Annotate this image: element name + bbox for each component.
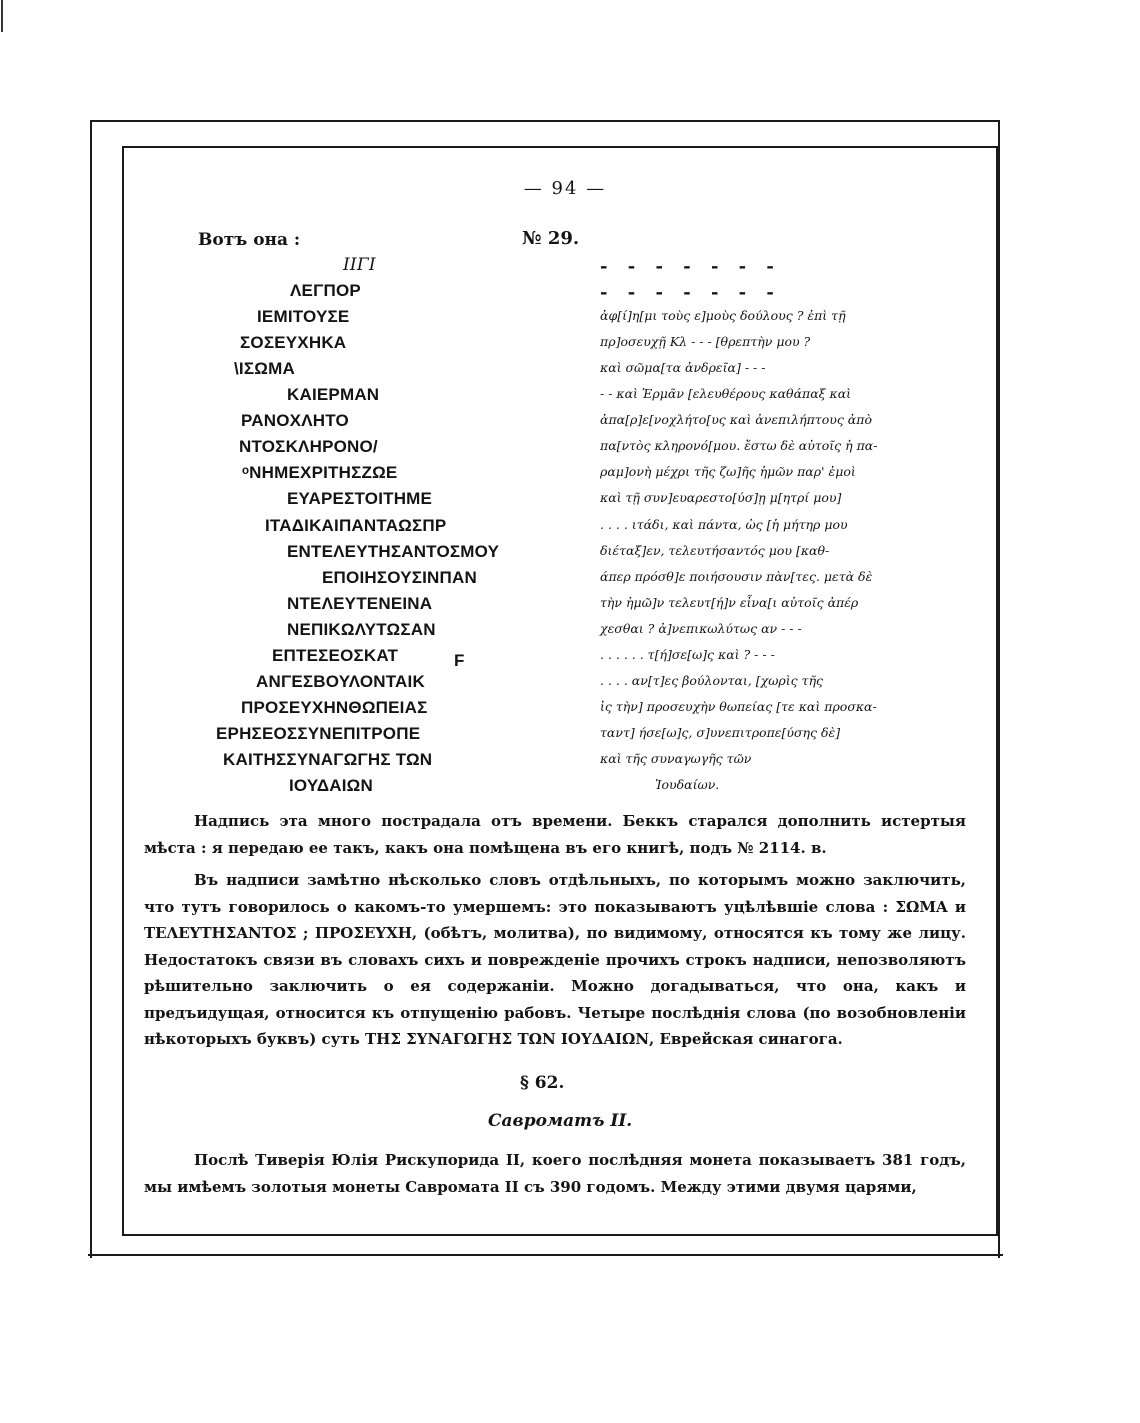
reading-line: - - - - - - - <box>600 256 781 277</box>
inscription-line: ΙΟΥΔΑΙΩΝ <box>289 776 373 795</box>
reading-line: καὶ τῇ συν]ευαρεστο[ύσ]ῃ μ[ητρί μου] <box>600 490 842 506</box>
inscription-number: № 29. <box>522 228 580 249</box>
inscription-line: ΝΤΟΣΚΛΗΡΟΝΟ/ <box>239 437 378 457</box>
inscription-line: ΚΑΙΕΡΜΑΝ <box>287 385 380 405</box>
reading-line: ταντ] ήσε[ω]ς, σ]υνεπιτροπε[ύσης δὲ] <box>600 724 841 740</box>
reading-line: ἰς τὴν] προσευχὴν θωπείας [τε καὶ προσκα- <box>600 698 877 714</box>
reading-line: πρ]οσευχῇ Κλ - - - [θρεπτὴν μου ? <box>600 334 811 350</box>
paragraph-2: Въ надписи замѣтно нѣсколько словъ отдѣльныхъ, по которымъ можно заключить, что тутъ говорилось о какомъ-то умершемъ: это показываютъ уцѣлѣвшіе слова : ΣΩΜΑ и ΤΕΛΕΥΤΗΣΑΝΤΟΣ ; ΠΡΟΣΕΥΧΗ, (обѣтъ, молитва), по видимому, относятся къ тому же лицу. Недостатокъ связи въ словахъ сихъ и поврежденіе прочихъ строкъ надписи, непозволяютъ рѣшительно заключить о ея содержаніи. Можно догадываться, что она, какъ и предъидущая, относится къ отпущенію рабовъ. Четыре послѣднія слова (по возобновленіи нѣкоторыхъ буквъ) суть ΤΗΣ ΣΥΝΑΓΩΓΗΣ ΤΩΝ ΙΟΥΔΑΙΩΝ, Еврейская синагога. <box>144 871 966 1048</box>
inscription-line: ΚΑΙΤΗΣΣΥΝΑΓΩΓΗΣ ΤΩΝ <box>223 749 433 769</box>
inscription-line: ΙΙΓΙ <box>343 255 376 275</box>
inscription-line: ΕΡΗΣΕΟΣΣΥΝΕΠΙΤΡΟΠΕ <box>216 723 421 743</box>
reading-line: ἀφ[ί]η[μι τοὺς ε]μοὺς δούλους ? ἐπὶ τῇ <box>600 308 846 324</box>
section-number: § 62. <box>520 1073 565 1093</box>
reading-line: . . . . . . τ[ή]σε[ω]ς καὶ ? - - - <box>600 646 775 662</box>
inscription-line: ΕΝΤΕΛΕΥΤΗΣΑΝΤΟΣΜΟΥ <box>287 541 500 561</box>
section-title: Савроматъ II. <box>488 1111 633 1131</box>
inscription-line: ΝΕΠΙΚΩΛΥΤΩΣΑΝ <box>287 619 436 639</box>
reading-line: Ἰουδαίων. <box>655 777 720 792</box>
reading-line: ἀπα[ρ]ε[νοχλήτο[υς καὶ ἀνεπιλήπτους ἀπὸ <box>600 412 872 428</box>
inscription-line: ΠΡΟΣΕΥΧΗΝΘΩΠΕΙΑΣ <box>241 697 428 717</box>
paragraph-1: Надпись эта много пострадала отъ времени. Беккъ старался дополнить истертыя мѣста : я передаю ее такъ, какъ она помѣщена въ его книгѣ, подъ № 2114. в. <box>144 812 966 857</box>
inscription-line: ΑΝΓΕΣΒΟΥΛΟΝΤΑΙΚ <box>256 671 425 691</box>
reading-line: καὶ σῶμα[τα ἀνδρεῖα] - - - <box>600 360 766 376</box>
reading-line: ραμ]ονὴ μέχρι τῆς ζω]ῆς ἡμῶν παρ' ἐμοὶ <box>600 464 856 480</box>
reading-line: χεσθαι ? ἀ]νεπικωλύτως αν - - - <box>600 620 802 636</box>
inscription-line: ΙΕΜΙΤΟΥΣΕ <box>257 307 350 327</box>
frame-bottom-rule <box>88 1254 1003 1256</box>
inscription-line: ΙΤΑΔΙΚΑΙΠΑΝΤΑΩΣΠΡ <box>265 515 447 535</box>
reading-line: - - καὶ Ἑρμᾶν [ελευθέρους καθάπαξ καὶ <box>600 386 852 402</box>
reading-line: πα[ντὸς κληρονό[μου. ἔστω δὲ αὐτοῖς ἡ πα- <box>600 438 878 454</box>
reading-line: καὶ τῆς συναγωγῆς τῶν <box>600 750 752 766</box>
inscription-line: ΡΑΝΟΧΛΗΤΟ <box>241 411 349 431</box>
inscription-line: ᵒΝΗΜΕΧΡΙΤΗΣΖΩΕ <box>242 463 398 483</box>
inscription-line: ΝΤΕΛΕΥΤΕΝΕΙΝΑ <box>287 593 433 613</box>
reading-line: . . . . ιτάδι, καὶ πάντα, ὡς [ἡ μήτηρ μου <box>600 516 848 532</box>
reading-line: άπερ πρόσθ]ε ποιήσουσιν πὰν[τες. μετὰ δὲ <box>600 568 873 584</box>
inscription-line: ΕΠΟΙΗΣΟΥΣΙΝΠΑΝ <box>322 567 477 587</box>
page-number: — 94 — <box>523 178 607 199</box>
inscription-line: ΕΥΑΡΕΣΤΟΙΤΗΜΕ <box>287 489 433 509</box>
inscription-line: ΣΟΣΕΥΧΗΚΑ <box>240 333 347 353</box>
inscription-extra-mark: F <box>454 651 465 670</box>
inscription-line: ΕΠΤΕΣΕΟΣΚΑΤ <box>272 645 399 665</box>
reading-line: διέταξ]εν, τελευτήσαντός μου [καθ- <box>600 542 830 558</box>
inscription-line: ΛΕΓΠΟΡ <box>290 281 361 301</box>
reading-line: . . . . αν[τ]ες βούλονται, [χωρὶς τῆς <box>600 672 824 688</box>
reading-line: - - - - - - - <box>600 282 781 304</box>
intro-text: Вотъ она : <box>198 230 301 250</box>
reading-line: τὴν ἡμῶ]ν τελευτ[ή]ν εἶνα[ι αὐτοῖς ἀπέρ <box>600 594 859 610</box>
paragraph-3: Послѣ Тиверія Юлія Рискупорида II, коего послѣдняя монета показываетъ 381 годъ, мы имѣемъ золотыя монеты Савромата II съ 390 годомъ. Между этими двумя царями, <box>144 1151 966 1196</box>
inscription-line: \ΙΣΩΜΑ <box>234 359 295 379</box>
scan-edge-mark <box>1 0 3 32</box>
